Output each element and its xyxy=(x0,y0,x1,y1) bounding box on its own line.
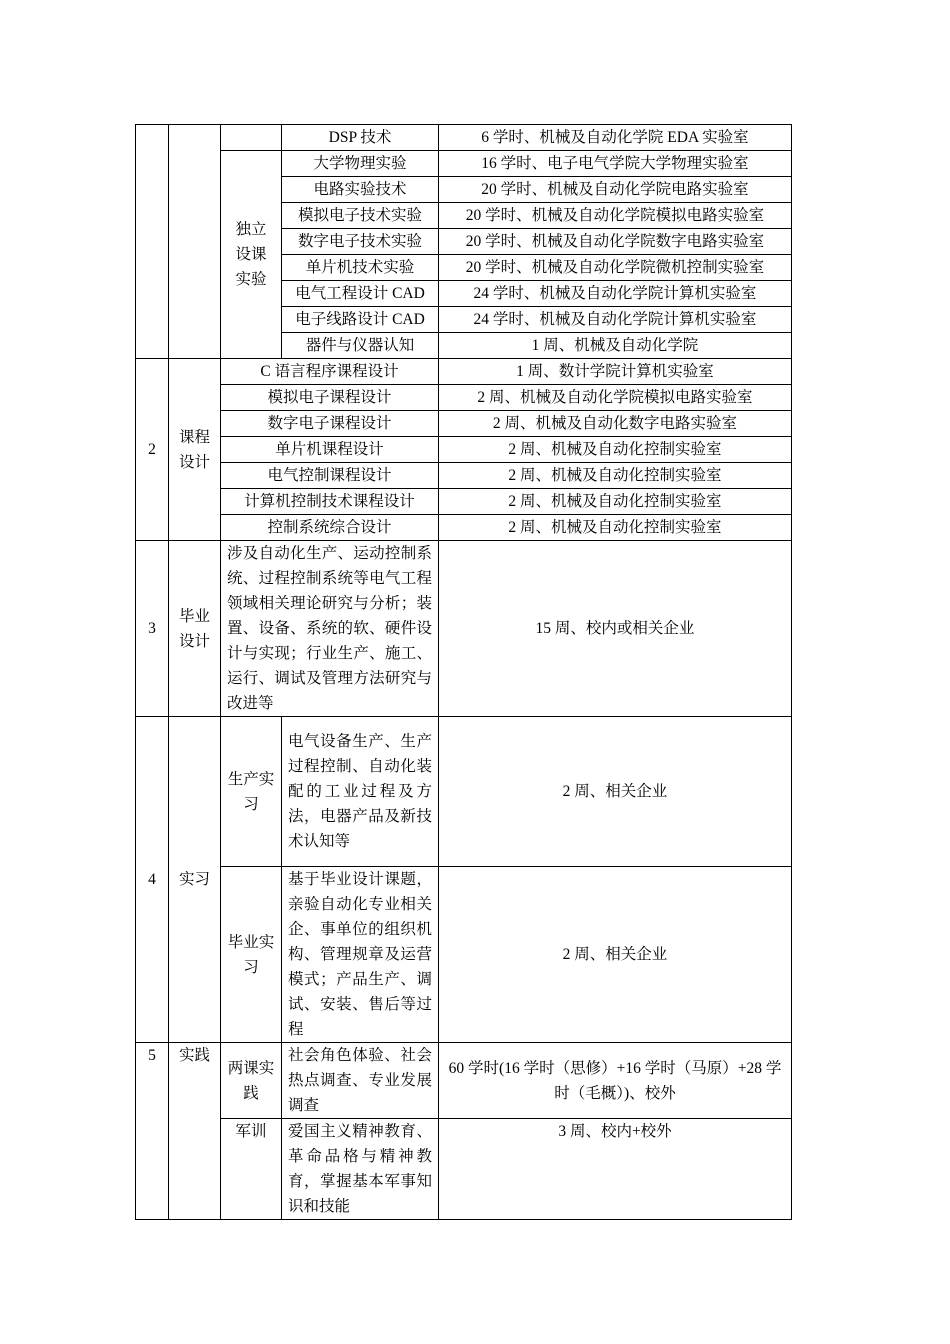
table-row xyxy=(136,867,792,1043)
curriculum-table xyxy=(135,124,792,1220)
course-detail: 20 学时、机械及自动化学院数字电路实验室 xyxy=(439,229,792,255)
course-detail: 15 周、校内或相关企业 xyxy=(439,541,792,717)
course-detail: 2 周、机械及自动化控制实验室 xyxy=(439,463,792,489)
table-row xyxy=(136,515,792,541)
course-detail: 2 周、机械及自动化学院模拟电路实验室 xyxy=(439,385,792,411)
course-name: 模拟电子课程设计 xyxy=(221,385,439,411)
course-name: 器件与仪器认知 xyxy=(282,333,439,359)
course-detail: 2 周、机械及自动化控制实验室 xyxy=(439,489,792,515)
course-name: 单片机技术实验 xyxy=(282,255,439,281)
course-detail: 2 周、机械及自动化数字电路实验室 xyxy=(439,411,792,437)
course-detail: 6 学时、机械及自动化学院 EDA 实验室 xyxy=(439,125,792,151)
course-detail: 2 周、机械及自动化控制实验室 xyxy=(439,437,792,463)
sub-category: 军训 xyxy=(221,1119,282,1220)
section-content: 涉及自动化生产、运动控制系统、过程控制系统等电气工程领域相关理论研究与分析；装置、设备、系统的软、硬件设计与实现；行业生产、施工、运行、调试及管理方法研究与改进等 xyxy=(221,541,439,717)
section-number: 5 xyxy=(136,1043,169,1220)
course-name: 计算机控制技术课程设计 xyxy=(221,489,439,515)
course-name: 大学物理实验 xyxy=(282,151,439,177)
section-category: 实践 xyxy=(169,1043,221,1220)
section-number: 2 xyxy=(136,359,169,541)
section-number: 3 xyxy=(136,541,169,717)
sub-content: 基于毕业设计课题，亲验自动化专业相关企、事单位的组织机构、管理规章及运营模式；产品生产、调试、安装、售后等过程 xyxy=(282,867,439,1043)
table-row xyxy=(136,541,792,717)
course-detail: 1 周、数计学院计算机实验室 xyxy=(439,359,792,385)
course-detail: 16 学时、电子电气学院大学物理实验室 xyxy=(439,151,792,177)
section-category: 课程 设计 xyxy=(169,359,221,541)
sub-content: 电气设备生产、生产过程控制、自动化装配的工业过程及方法，电器产品及新技术认知等 xyxy=(282,717,439,867)
sub-category: 两课实 践 xyxy=(221,1043,282,1119)
course-name: DSP 技术 xyxy=(282,125,439,151)
course-name: C 语言程序课程设计 xyxy=(221,359,439,385)
sub-category: 生产实 习 xyxy=(221,717,282,867)
table-row xyxy=(136,717,792,867)
course-name: 电子线路设计 CAD xyxy=(282,307,439,333)
course-detail: 20 学时、机械及自动化学院模拟电路实验室 xyxy=(439,203,792,229)
course-name: 数字电子课程设计 xyxy=(221,411,439,437)
course-detail: 2 周、相关企业 xyxy=(439,867,792,1043)
section1-num-cell xyxy=(136,125,169,359)
section-category: 毕业 设计 xyxy=(169,541,221,717)
sub-content: 爱国主义精神教育、革命品格与精神教育，掌握基本军事知识和技能 xyxy=(282,1119,439,1220)
course-name: 电气控制课程设计 xyxy=(221,463,439,489)
table-row xyxy=(136,151,792,177)
course-detail: 2 周、机械及自动化控制实验室 xyxy=(439,515,792,541)
table-row xyxy=(136,125,792,151)
course-name: 模拟电子技术实验 xyxy=(282,203,439,229)
course-detail: 3 周、校内+校外 xyxy=(439,1119,792,1220)
course-detail: 1 周、机械及自动化学院 xyxy=(439,333,792,359)
course-name: 电路实验技术 xyxy=(282,177,439,203)
table-row xyxy=(136,359,792,385)
section-category: 实习 xyxy=(169,717,221,1043)
course-detail: 20 学时、机械及自动化学院电路实验室 xyxy=(439,177,792,203)
table-row xyxy=(136,437,792,463)
table-row xyxy=(136,463,792,489)
section-number: 4 xyxy=(136,717,169,1043)
table-row xyxy=(136,385,792,411)
course-detail: 24 学时、机械及自动化学院计算机实验室 xyxy=(439,307,792,333)
table-row xyxy=(136,489,792,515)
section1-category-cell xyxy=(169,125,221,359)
course-name: 电气工程设计 CAD xyxy=(282,281,439,307)
course-detail: 2 周、相关企业 xyxy=(439,717,792,867)
empty-cell xyxy=(221,125,282,151)
course-name: 数字电子技术实验 xyxy=(282,229,439,255)
sub-category: 毕业实 习 xyxy=(221,867,282,1043)
table-row xyxy=(136,411,792,437)
course-detail: 24 学时、机械及自动化学院计算机实验室 xyxy=(439,281,792,307)
course-detail: 20 学时、机械及自动化学院微机控制实验室 xyxy=(439,255,792,281)
course-name: 单片机课程设计 xyxy=(221,437,439,463)
course-detail: 60 学时(16 学时（思修）+16 学时（马原）+28 学时（毛概）)、校外 xyxy=(439,1043,792,1119)
course-name: 控制系统综合设计 xyxy=(221,515,439,541)
group-label: 独立 设课 实验 xyxy=(221,151,282,359)
sub-content: 社会角色体验、社会热点调查、专业发展调查 xyxy=(282,1043,439,1119)
table-row xyxy=(136,1043,792,1119)
table-row xyxy=(136,1119,792,1220)
